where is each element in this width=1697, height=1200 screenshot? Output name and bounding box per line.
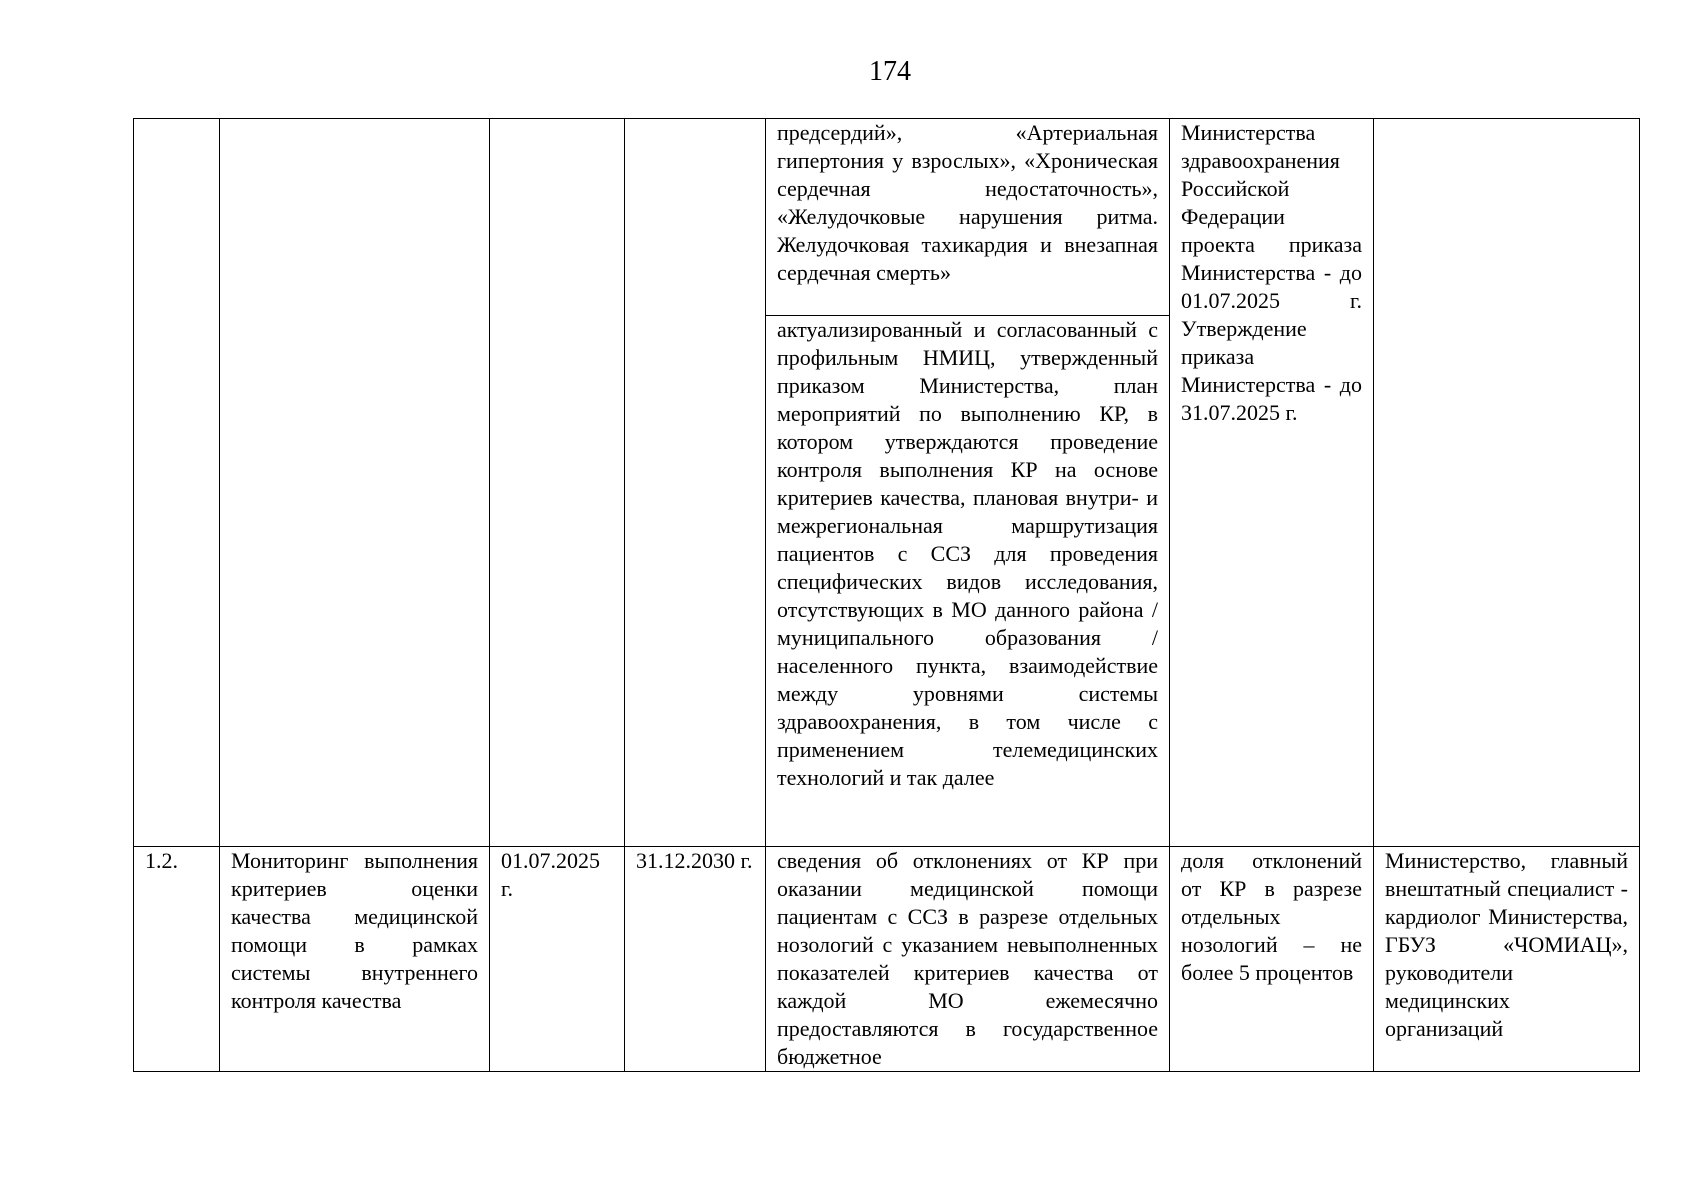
table-row: [134, 847, 1640, 1072]
indicator-text-row-1-2: доля отклонений от КР в разрезе отдельных нозологий – не более 5 процентов: [1181, 848, 1362, 985]
event-cell-empty: [220, 119, 490, 847]
responsible-text: Министерство, главный внештатный специалист - кардиолог Министерства, ГБУЗ «ЧОМИАЦ», руководители медицинских организаций: [1385, 848, 1628, 1041]
plan-table: [133, 118, 1640, 1072]
responsible-cell: [1374, 847, 1640, 1072]
indicator-text: Министерства здравоохранения Российской Федерации проекта приказа Министерства - до 01.07.2025 г. Утверждение приказа Министерства - до 31.07.2025 г.: [1181, 120, 1362, 425]
indicator-cell-row-1-2: [1170, 847, 1374, 1072]
event-cell: [220, 847, 490, 1072]
row-number: 1.2.: [145, 848, 178, 873]
number-cell-empty: [134, 119, 220, 847]
end-date-cell: [625, 847, 766, 1072]
responsible-cell-empty: [1374, 119, 1640, 847]
result-cell-part-a: [766, 119, 1170, 316]
result-cell-part-b: [766, 316, 1170, 847]
end-date: 31.12.2030 г.: [636, 848, 753, 873]
end-date-cell-empty: [625, 119, 766, 847]
table-row: [134, 119, 1640, 316]
result-text-part-b: актуализированный и согласованный с профильным НМИЦ, утвержденный приказом Министерства, план мероприятий по выполнению КР, в котором утверждаются проведение контроля выполнения КР на основе критериев качества, плановая внутри- и межрегиональная маршрутизация пациентов с ССЗ для проведения специфических видов исследования, отсутствующих в МО данного района / муниципального образования / населенного пункта, взаимодействие между уровнями системы здравоохранения, в том числе с применением телемедицинских технологий и так далее: [777, 317, 1158, 790]
indicator-cell: [1170, 119, 1374, 847]
page-number: 174: [869, 56, 911, 87]
row-number-cell: [134, 847, 220, 1072]
result-text: сведения об отклонениях от КР при оказании медицинской помощи пациентам с ССЗ в разрезе отдельных нозологий с указанием невыполненных показателей критериев качества от каждой МО ежемесячно предоставляются в государственное бюджетное: [777, 848, 1158, 1069]
event-text: Мониторинг выполнения критериев оценки качества медицинской помощи в рамках системы внутреннего контроля качества: [231, 848, 478, 1013]
start-date-cell-empty: [490, 119, 625, 847]
start-date-cell: [490, 847, 625, 1072]
result-cell: [766, 847, 1170, 1072]
start-date: 01.07.2025 г.: [501, 848, 600, 901]
result-text-part-a: предсердий», «Артериальная гипертония у взрослых», «Хроническая сердечная недостаточность», «Желудочковые нарушения ритма. Желудочковая тахикардия и внезапная сердечная смерть»: [777, 120, 1158, 285]
